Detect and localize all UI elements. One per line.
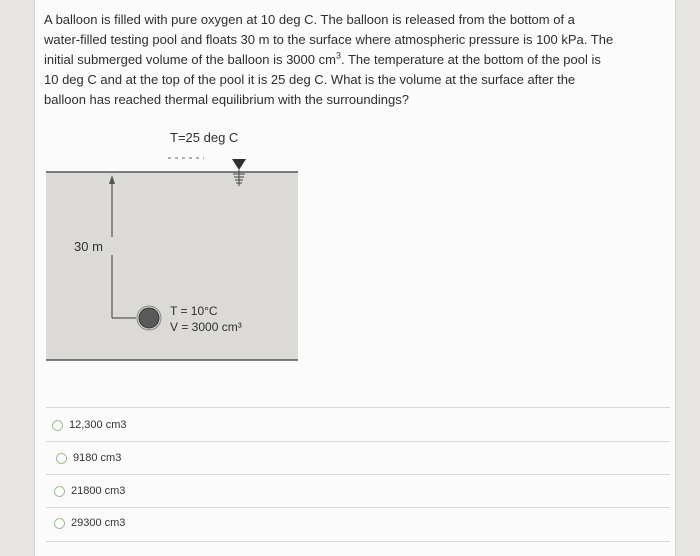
answer-option-2[interactable]	[56, 449, 121, 467]
bottom-volume-label: V = 3000 cm³	[170, 320, 242, 334]
question-line-1: A balloon is filled with pure oxygen at 10 deg C. The balloon is released from the bottom of a	[44, 12, 575, 27]
bottom-temperature-label: T = 10°C	[170, 304, 218, 318]
divider	[46, 441, 670, 442]
radio-button[interactable]	[54, 518, 65, 529]
question-line-4: 10 deg C and at the top of the pool it is 25 deg C. What is the volume at the surface after the	[44, 72, 576, 87]
answer-option-label: 9180 cm3	[73, 452, 122, 464]
answer-option-label: 12,300 cm3	[69, 419, 127, 431]
answer-option-4[interactable]	[54, 514, 125, 532]
question-line-2: water-filled testing pool and floats 30 m to the surface where atmospheric pressure is 100 kPa. The	[44, 32, 614, 47]
depth-label: 30 m	[74, 239, 103, 254]
answer-option-label: 29300 cm3	[71, 517, 126, 529]
question-line-3-text: initial submerged volume of the balloon is 3000 cm	[44, 52, 336, 67]
balloon-icon	[139, 308, 159, 328]
radio-button[interactable]	[56, 453, 67, 464]
surface-marker-icon	[232, 159, 246, 170]
answer-option-label: 21800 cm3	[71, 485, 126, 497]
answer-option-1[interactable]	[52, 416, 126, 434]
divider	[46, 407, 670, 408]
divider	[46, 541, 670, 542]
question-line-3-tail: . The temperature at the bottom of the pool is	[340, 52, 601, 67]
answer-option-3[interactable]	[54, 482, 125, 500]
question-line-5: balloon has reached thermal equilibrium with the surroundings?	[44, 92, 409, 107]
top-temperature-label: T=25 deg C	[170, 130, 239, 145]
radio-button[interactable]	[54, 486, 65, 497]
superscript: 3	[335, 50, 341, 61]
divider	[46, 474, 670, 475]
radio-button[interactable]	[52, 420, 63, 431]
divider	[46, 507, 670, 508]
